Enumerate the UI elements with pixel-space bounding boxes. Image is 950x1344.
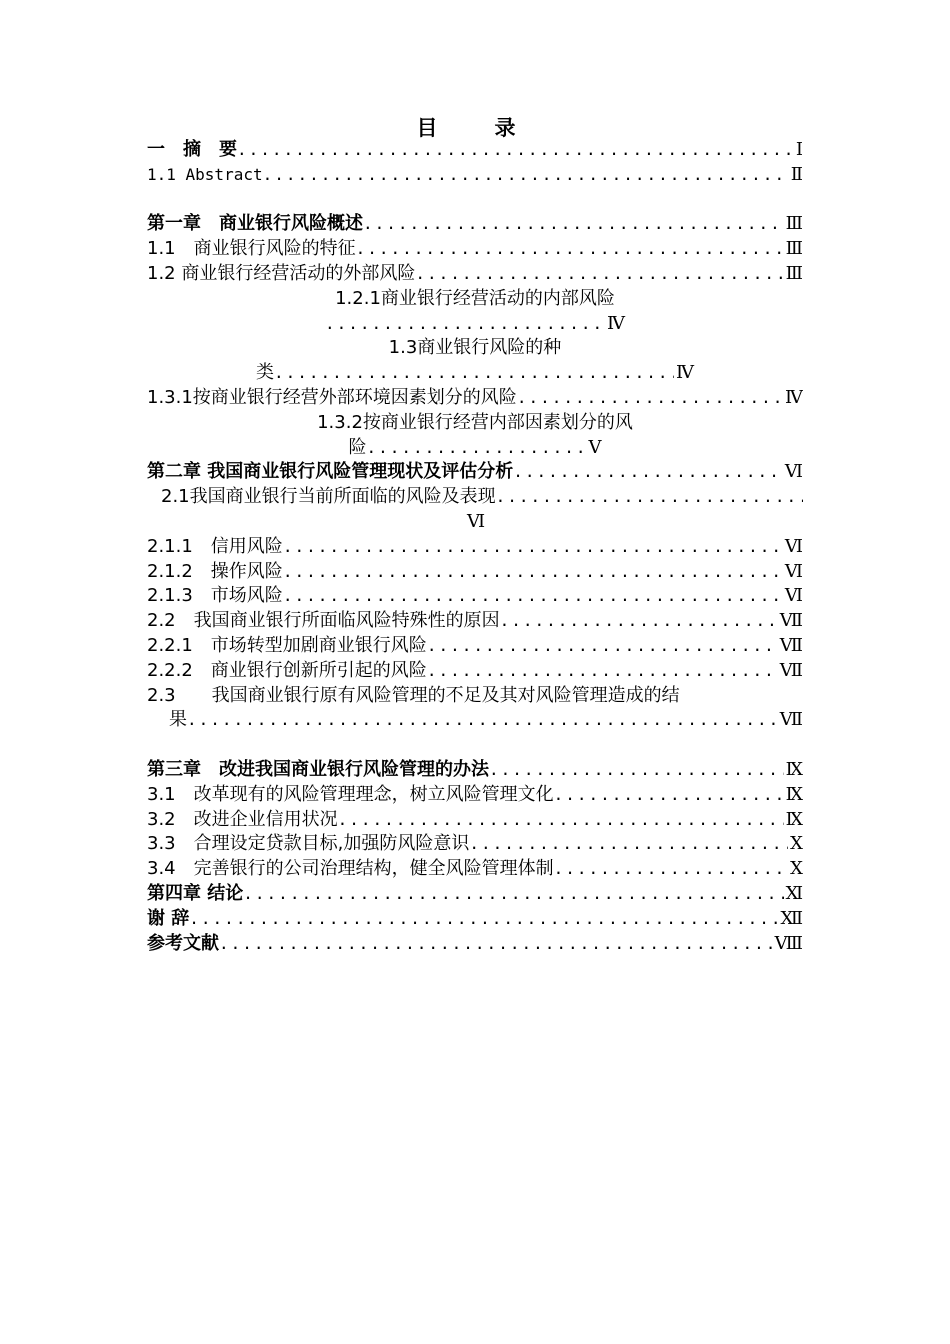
toc-page-number: Ⅸ bbox=[785, 808, 803, 830]
toc-entry-1-2-1[interactable] bbox=[147, 287, 803, 312]
toc-page-number: Ⅶ bbox=[779, 634, 803, 656]
toc-entry-3-4[interactable] bbox=[147, 857, 803, 882]
toc-entry-abstract-cn[interactable] bbox=[147, 138, 803, 163]
toc-page-number: Ⅵ bbox=[784, 461, 803, 483]
toc-entry-2-2-2[interactable] bbox=[147, 659, 803, 684]
toc-page-number: Ⅳ bbox=[607, 312, 625, 334]
toc-entry-label: 1.3.1按商业银行经营外部环境因素划分的风险 bbox=[147, 386, 517, 408]
toc-page-number: Ⅹ bbox=[790, 858, 803, 880]
toc-page-number: Ⅵ bbox=[784, 585, 803, 607]
toc-leader-dots bbox=[283, 535, 783, 560]
toc-page-number: Ⅴ bbox=[588, 436, 602, 458]
toc-page-number: Ⅸ bbox=[785, 758, 803, 780]
toc-entry-2-1-page[interactable] bbox=[147, 510, 803, 535]
toc-leader-dots bbox=[415, 262, 783, 287]
toc-leader-dots bbox=[325, 312, 605, 337]
toc-leader-dots bbox=[237, 138, 794, 163]
toc-page-number: Ⅸ bbox=[785, 783, 803, 805]
toc-entry-label: 1.2.1商业银行经营活动的内部风险 bbox=[335, 287, 615, 309]
toc-entry-2-1-3[interactable] bbox=[147, 584, 803, 609]
toc-entry-label: 1.1 Abstract bbox=[147, 164, 263, 184]
toc-leader-dots bbox=[496, 485, 803, 510]
toc-entry-chapter-4[interactable] bbox=[147, 882, 803, 907]
toc-entry-label: 3.4 完善银行的公司治理结构，健全风险管理体制 bbox=[147, 858, 554, 880]
toc-leader-dots bbox=[219, 932, 773, 957]
toc-entry-chapter-1[interactable] bbox=[147, 212, 803, 237]
toc-leader-dots bbox=[263, 163, 789, 188]
toc-entry-1-2-1-leader[interactable] bbox=[147, 312, 803, 337]
toc-leader-dots bbox=[283, 584, 783, 609]
toc-entry-label: 2.1.3 市场风险 bbox=[147, 585, 283, 607]
toc-leader-dots bbox=[500, 609, 778, 634]
toc-entry-2-1-2[interactable] bbox=[147, 560, 803, 585]
toc-entry-2-2[interactable] bbox=[147, 609, 803, 634]
toc-entry-label: 1.2 商业银行经营活动的外部风险 bbox=[147, 262, 416, 284]
toc-spacer bbox=[147, 188, 803, 213]
toc-entry-2-3[interactable] bbox=[147, 684, 803, 709]
toc-entry-label: 2.2.2 商业银行创新所引起的风险 bbox=[147, 659, 427, 681]
toc-leader-dots bbox=[189, 907, 778, 932]
toc-entry-1-3[interactable] bbox=[147, 336, 803, 361]
toc-leader-dots bbox=[489, 758, 784, 783]
toc-entry-label: 第二章 我国商业银行风险管理现状及评估分析 bbox=[147, 461, 514, 483]
toc-entry-1-3-2-cont[interactable] bbox=[147, 436, 803, 461]
toc-page-number: Ⅲ bbox=[785, 213, 803, 235]
toc-entry-label: 3.2 改进企业信用状况 bbox=[147, 808, 338, 830]
toc-leader-dots bbox=[554, 783, 784, 808]
toc-entry-label: 一 摘 要 bbox=[147, 139, 237, 160]
toc-leader-dots bbox=[187, 708, 778, 733]
toc-page-number: Ⅱ bbox=[790, 163, 803, 185]
toc-page-number: Ⅲ bbox=[785, 262, 803, 284]
toc-leader-dots bbox=[513, 460, 783, 485]
toc-entry-3-1[interactable] bbox=[147, 783, 803, 808]
toc-entry-label: 2.1.1 信用风险 bbox=[147, 535, 283, 557]
toc-page-number: Ⅰ bbox=[795, 139, 803, 160]
toc-entry-2-2-1[interactable] bbox=[147, 634, 803, 659]
toc-entry-label-cont: 险 bbox=[348, 436, 367, 458]
toc-entry-label: 2.1.2 操作风险 bbox=[147, 560, 283, 582]
toc-spacer bbox=[147, 733, 803, 758]
toc-entry-1-3-1[interactable] bbox=[147, 386, 803, 411]
toc-page-number: Ⅲ bbox=[785, 238, 803, 260]
toc-entry-label: 第四章 结论 bbox=[147, 882, 244, 904]
toc-leader-dots bbox=[554, 857, 789, 882]
toc-leader-dots bbox=[517, 386, 783, 411]
toc-leader-dots bbox=[427, 634, 778, 659]
toc-leader-dots bbox=[283, 560, 783, 585]
toc-entry-label: 第三章 改进我国商业银行风险管理的办法 bbox=[147, 758, 489, 780]
toc-page-number: Ⅹ bbox=[790, 833, 803, 855]
toc-entry-label: 3.3 合理设定贷款目标,加强防风险意识 bbox=[147, 833, 470, 855]
toc-leader-dots bbox=[274, 361, 674, 386]
toc-entry-3-2[interactable] bbox=[147, 808, 803, 833]
toc-entry-3-3[interactable] bbox=[147, 832, 803, 857]
toc-page-number: Ⅵ bbox=[784, 535, 803, 557]
toc-page-number: Ⅳ bbox=[676, 362, 694, 384]
toc-page-number: Ⅳ bbox=[785, 386, 803, 408]
toc-page-number: Ⅻ bbox=[780, 907, 803, 929]
toc-entry-2-1[interactable] bbox=[147, 485, 803, 510]
toc-entry-label: 1.3.2按商业银行经营内部因素划分的风 bbox=[317, 411, 633, 433]
toc-entry-acknowledgements[interactable] bbox=[147, 907, 803, 932]
table-of-contents bbox=[147, 138, 803, 956]
toc-entry-1-3-cont[interactable] bbox=[147, 361, 803, 386]
toc-entry-chapter-2[interactable] bbox=[147, 460, 803, 485]
toc-entry-chapter-3[interactable] bbox=[147, 758, 803, 783]
toc-page-number: Ⅵ bbox=[784, 560, 803, 582]
toc-entry-label: 谢 辞 bbox=[147, 907, 190, 929]
toc-entry-references[interactable] bbox=[147, 932, 803, 957]
toc-entry-abstract-en[interactable] bbox=[147, 163, 803, 188]
toc-leader-dots bbox=[363, 212, 784, 237]
toc-page-number: Ⅶ bbox=[779, 610, 803, 632]
toc-entry-1-1[interactable] bbox=[147, 237, 803, 262]
toc-entry-2-3-cont[interactable] bbox=[147, 708, 803, 733]
toc-page-number: Ⅶ bbox=[779, 659, 803, 681]
toc-title: 目 录 bbox=[416, 116, 534, 140]
toc-page-number: Ⅺ bbox=[785, 882, 803, 904]
toc-page-number: Ⅵ bbox=[466, 510, 486, 532]
toc-leader-dots bbox=[338, 808, 784, 833]
toc-leader-dots bbox=[367, 436, 587, 461]
toc-entry-label: 2.2.1 市场转型加剧商业银行风险 bbox=[147, 634, 427, 656]
toc-leader-dots bbox=[469, 832, 788, 857]
toc-entry-label: 1.3商业银行风险的种 bbox=[388, 337, 562, 359]
toc-entry-label: 2.2 我国商业银行所面临风险特殊性的原因 bbox=[147, 610, 500, 632]
toc-entry-label-cont: 类 bbox=[256, 362, 274, 384]
toc-page-number: Ⅷ bbox=[774, 932, 803, 954]
toc-entry-label: 2.3 我国商业银行原有风险管理的不足及其对风险管理造成的结 bbox=[147, 684, 680, 706]
toc-entry-label: 第一章 商业银行风险概述 bbox=[147, 213, 363, 235]
toc-entry-label: 1.1 商业银行风险的特征 bbox=[147, 238, 356, 260]
toc-leader-dots bbox=[427, 659, 778, 684]
toc-entry-1-2[interactable] bbox=[147, 262, 803, 287]
toc-entry-label-cont: 果 bbox=[169, 709, 187, 731]
toc-entry-label: 2.1我国商业银行当前所面临的风险及表现 bbox=[161, 486, 496, 508]
toc-leader-dots bbox=[356, 237, 784, 262]
toc-page-number: Ⅶ bbox=[779, 709, 803, 731]
toc-entry-label: 3.1 改革现有的风险管理理念，树立风险管理文化 bbox=[147, 783, 554, 805]
toc-leader-dots bbox=[243, 882, 783, 907]
toc-entry-label: 参考文献 bbox=[147, 932, 219, 954]
toc-entry-1-3-2[interactable] bbox=[147, 411, 803, 436]
toc-entry-2-1-1[interactable] bbox=[147, 535, 803, 560]
